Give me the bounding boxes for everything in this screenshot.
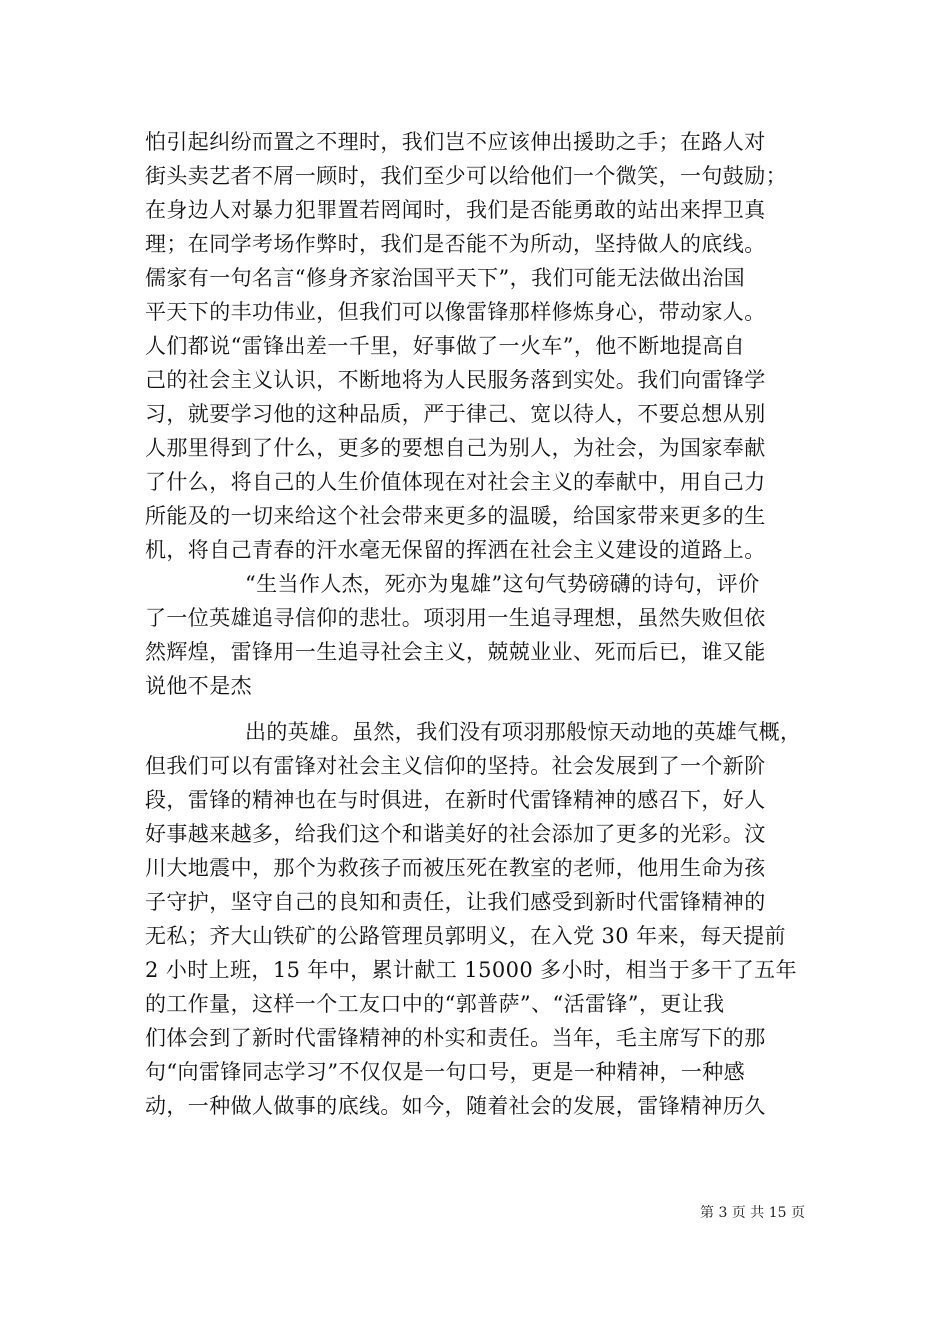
- text-line: 机，将自己青春的汗水毫无保留的挥洒在社会主义建设的道路上。: [145, 538, 766, 562]
- text-line: 说他不是杰: [145, 674, 252, 698]
- text-line: 习，就要学习他的这种品质，严于律己、宽以待人，不要总想从别: [145, 402, 766, 426]
- text-line: 理；在同学考场作弊时，我们是否能不为所动，坚持做人的底线。: [145, 232, 766, 256]
- text-line: 街头卖艺者不屑一顾时，我们至少可以给他们一个微笑，一句鼓励；: [145, 164, 787, 188]
- text-line: 怕引起纠纷而置之不理时，我们岂不应该伸出援助之手；在路人对: [145, 130, 766, 154]
- text-line: 人们都说“雷锋出差一千里，好事做了一火车”，他不断地提高自: [145, 334, 746, 358]
- text-line: “生当作人杰，死亦为鬼雄”这句气势磅礴的诗句，评价: [245, 572, 760, 596]
- text-line: 段，雷锋的精神也在与时俱进，在新时代雷锋精神的感召下，好人: [145, 788, 766, 812]
- text-line: 们体会到了新时代雷锋精神的朴实和责任。当年，毛主席写下的那: [145, 1026, 766, 1050]
- text-line: 动，一种做人做事的底线。如今，随着社会的发展，雷锋精神历久: [145, 1094, 766, 1118]
- text-line: 2 小时上班，15 年中，累计献工 15000 多小时，相当于多干了五年: [145, 958, 797, 982]
- page-number-footer: 第 3 页 共 15 页: [700, 1205, 805, 1221]
- text-line: 川大地震中，那个为救孩子而被压死在教室的老师，他用生命为孩: [145, 856, 766, 880]
- text-line: 人那里得到了什么，更多的要想自己为别人，为社会，为国家奉献: [145, 436, 766, 460]
- text-line: 句“向雷锋同志学习”不仅仅是一句口号，更是一种精神，一种感: [145, 1060, 746, 1084]
- text-line: 好事越来越多，给我们这个和谐美好的社会添加了更多的光彩。汶: [145, 822, 766, 846]
- text-line: 子守护，坚守自己的良知和责任，让我们感受到新时代雷锋精神的: [145, 890, 766, 914]
- text-line: 出的英雄。虽然，我们没有项羽那般惊天动地的英雄气概，: [245, 720, 802, 744]
- text-line: 平天下的丰功伟业，但我们可以像雷锋那样修炼身心，带动家人。: [145, 300, 766, 324]
- text-line: 了一位英雄追寻信仰的悲壮。项羽用一生追寻理想，虽然失败但依: [145, 606, 766, 630]
- text-line: 无私；齐大山铁矿的公路管理员郭明义，在入党 30 年来，每天提前: [145, 924, 786, 948]
- text-line: 在身边人对暴力犯罪置若罔闻时，我们是否能勇敢的站出来捍卫真: [145, 198, 766, 222]
- text-line: 儒家有一句名言“修身齐家治国平天下”，我们可能无法做出治国: [145, 266, 746, 290]
- text-line: 然辉煌，雷锋用一生追寻社会主义，兢兢业业、死而后已，谁又能: [145, 640, 766, 664]
- text-line: 了什么，将自己的人生价值体现在对社会主义的奉献中，用自己力: [145, 470, 766, 494]
- text-line: 己的社会主义认识，不断地将为人民服务落到实处。我们向雷锋学: [145, 368, 766, 392]
- text-line: 所能及的一切来给这个社会带来更多的温暖，给国家带来更多的生: [145, 504, 766, 528]
- text-line: 但我们可以有雷锋对社会主义信仰的坚持。社会发展到了一个新阶: [145, 754, 766, 778]
- text-line: 的工作量，这样一个工友口中的“郭普萨”、“活雷锋”，更让我: [145, 992, 725, 1016]
